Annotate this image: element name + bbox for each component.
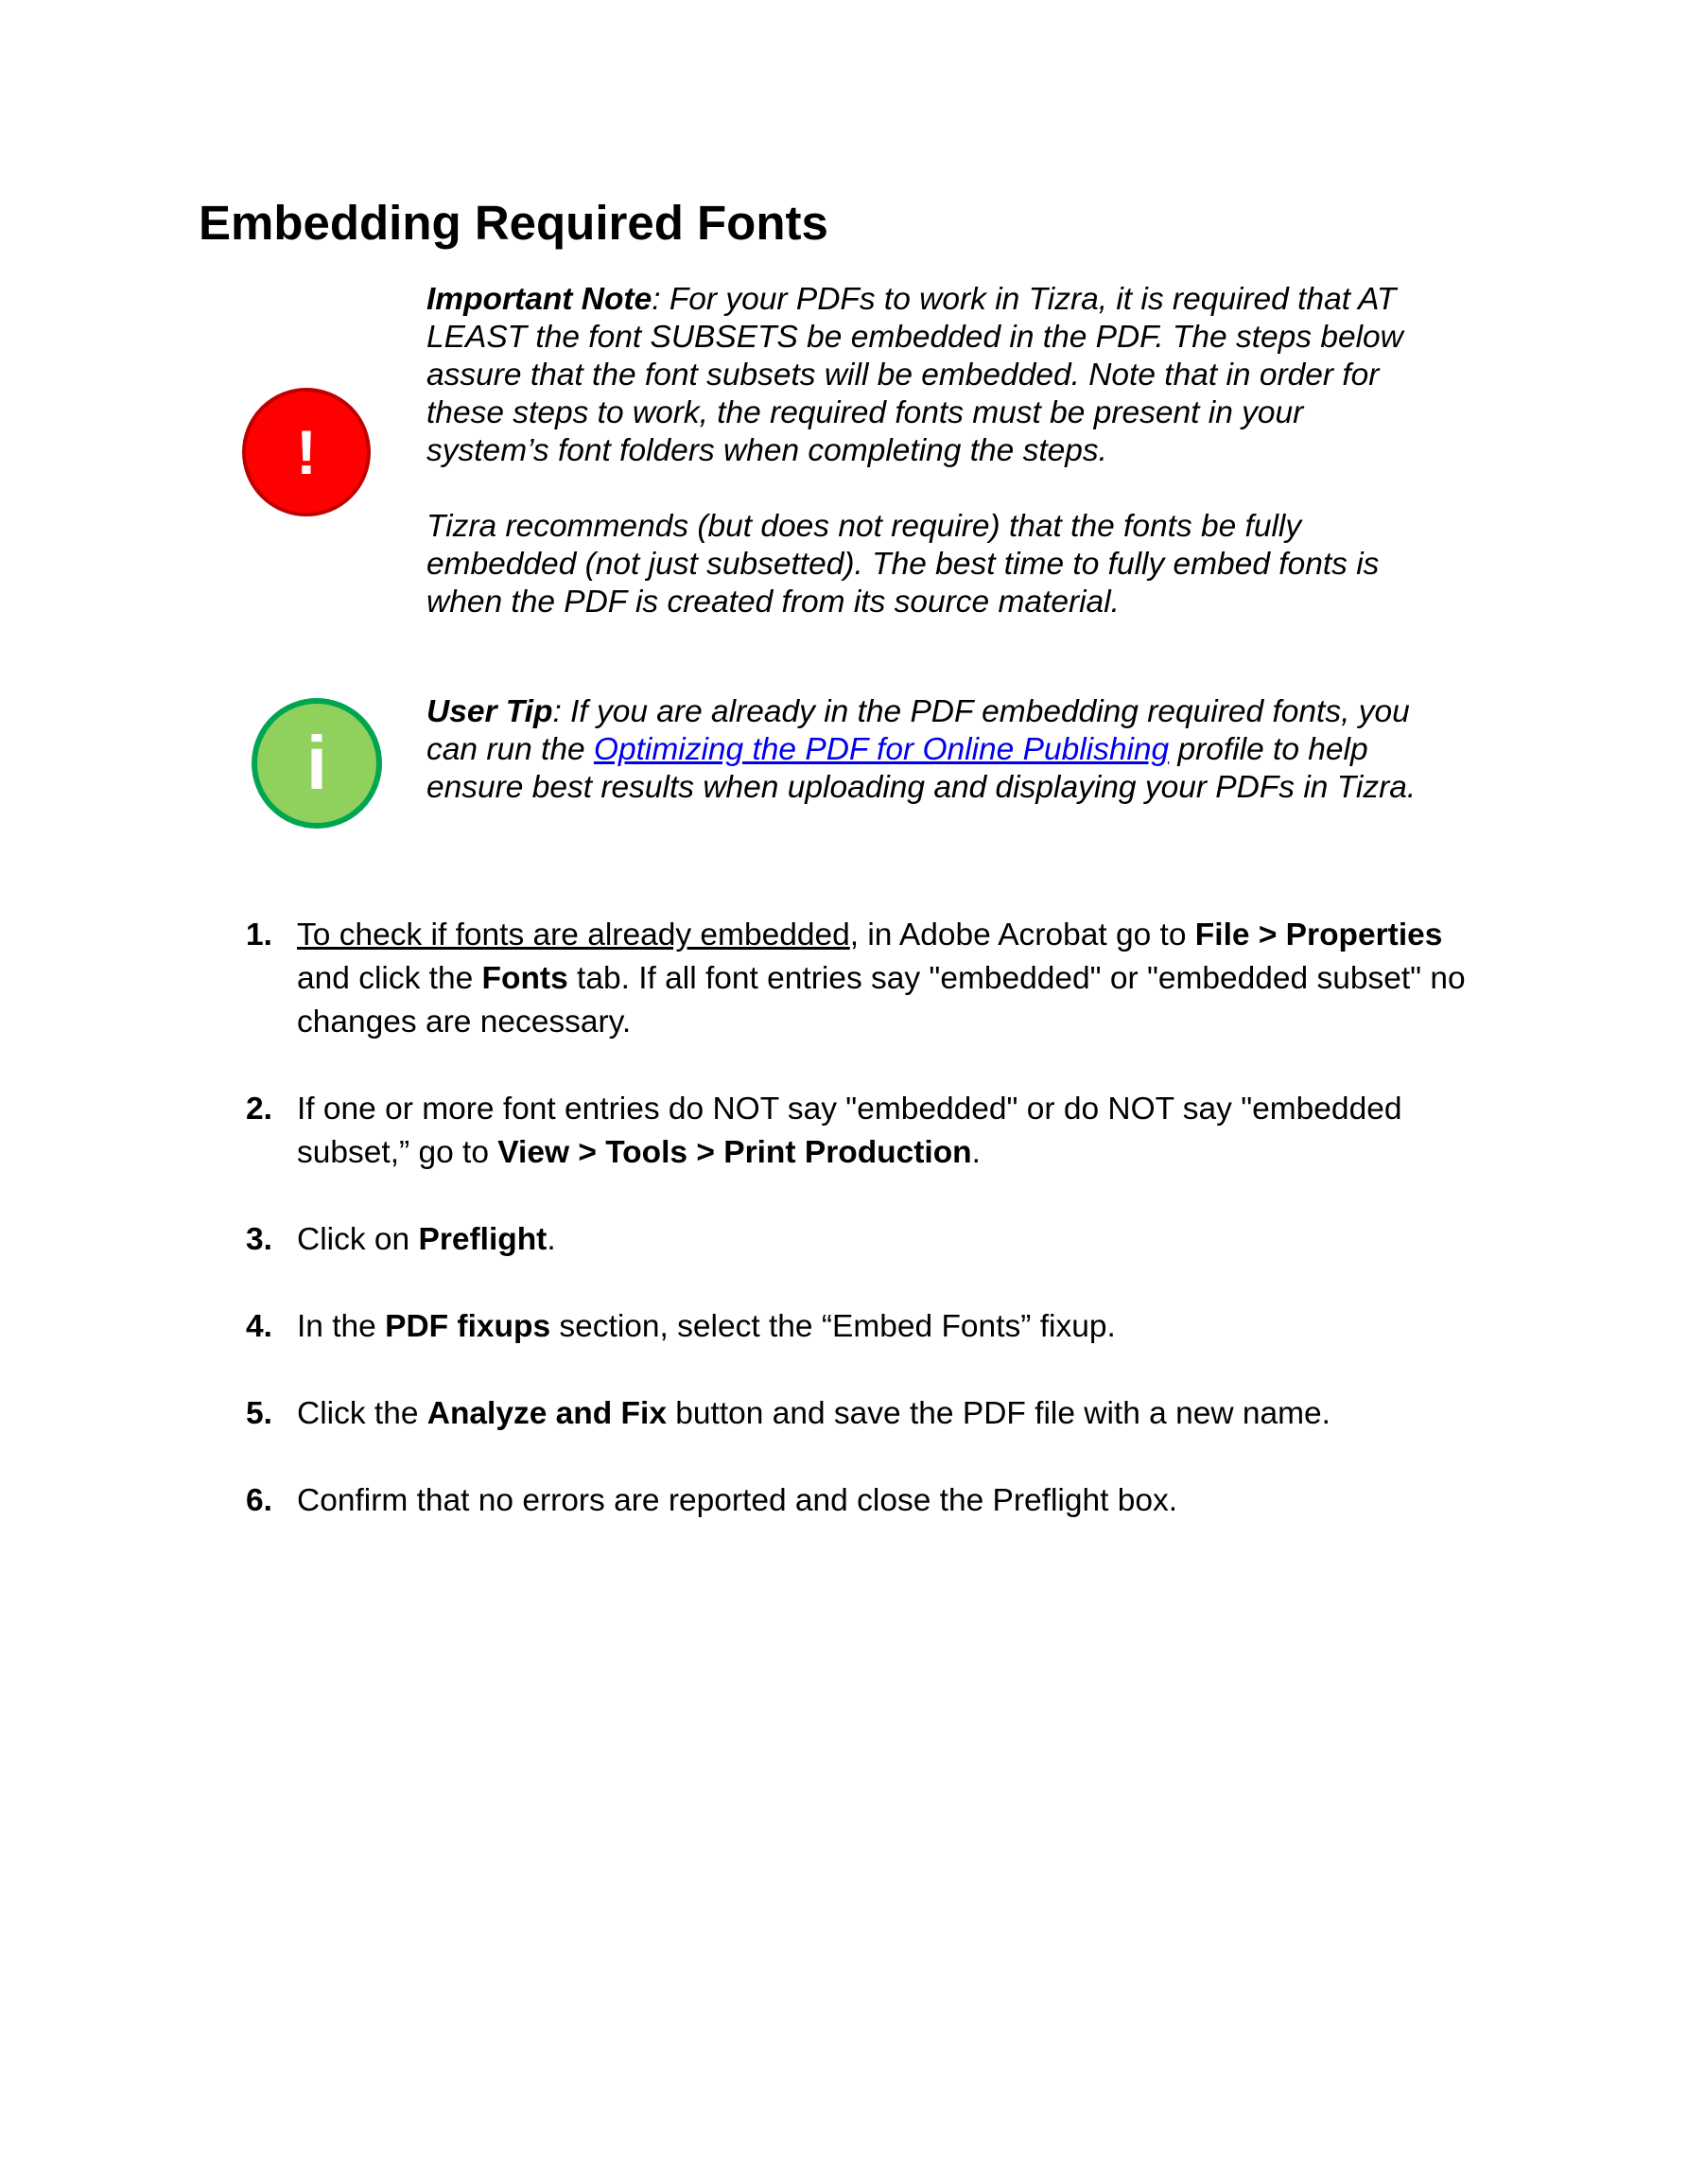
info-icon bbox=[252, 698, 382, 829]
step-item bbox=[246, 1218, 1475, 1262]
step-number: 5. bbox=[246, 1396, 272, 1431]
step-bold-text: Preflight bbox=[418, 1222, 548, 1257]
exclamation-glyph: ! bbox=[296, 417, 317, 487]
step-text: and click the bbox=[297, 961, 482, 996]
step-bold-text: PDF fixups bbox=[385, 1309, 551, 1344]
step-bold-text: Analyze and Fix bbox=[426, 1396, 667, 1431]
step-item bbox=[246, 914, 1475, 1044]
step-text: If one or more font entries do NOT say "embedded" or do NOT say "embedded subset,” go to bbox=[297, 1092, 1402, 1170]
info-glyph: i bbox=[305, 721, 328, 805]
step-text: tab. If all font entries say "embedded" or "embedded subset" no changes are necessary. bbox=[297, 961, 1466, 1040]
user-tip-text-after: profile to help ensure best results when uploading and displaying your PDFs in Tizra. bbox=[426, 732, 1417, 805]
step-item bbox=[246, 1088, 1475, 1175]
step-text: Click on bbox=[297, 1222, 419, 1257]
user-tip bbox=[426, 693, 1429, 807]
step-text: In the bbox=[297, 1309, 386, 1344]
exclamation-icon bbox=[242, 388, 371, 516]
important-note-label: Important Note bbox=[426, 282, 652, 317]
important-note-recommendation: Tizra recommends (but does not require) that the fonts be fully embedded (not just subsetted). The best time to fully embed fonts is when the PDF is created from its source material. bbox=[426, 509, 1380, 620]
optimizing-pdf-link[interactable]: Optimizing the PDF for Online Publishing bbox=[593, 732, 1170, 767]
step-text: . bbox=[547, 1222, 556, 1257]
user-tip-paragraph bbox=[426, 693, 1429, 807]
step-item bbox=[246, 1392, 1475, 1436]
step-number: 2. bbox=[246, 1092, 272, 1127]
step-underlined-text: To check if fonts are already embedded bbox=[297, 917, 850, 952]
user-tip-label: User Tip bbox=[426, 694, 553, 729]
important-note bbox=[426, 281, 1429, 621]
step-item bbox=[246, 1479, 1475, 1523]
step-text: , in Adobe Acrobat go to bbox=[849, 917, 1195, 952]
step-number: 6. bbox=[246, 1483, 272, 1518]
step-number: 3. bbox=[246, 1222, 272, 1257]
step-bold-text: File > Properties bbox=[1194, 917, 1443, 952]
step-bold-text: View > Tools > Print Production bbox=[497, 1135, 972, 1170]
step-number: 4. bbox=[246, 1309, 272, 1344]
step-text: Click the bbox=[297, 1396, 427, 1431]
important-note-paragraph bbox=[426, 281, 1429, 470]
step-text: button and save the PDF file with a new name. bbox=[666, 1396, 1330, 1431]
steps-list bbox=[246, 914, 1475, 1566]
step-text: Confirm that no errors are reported and close the Preflight box. bbox=[297, 1483, 1178, 1518]
step-text: . bbox=[971, 1135, 981, 1170]
important-note-text: : For your PDFs to work in Tizra, it is required that AT LEAST the font SUBSETS be embedded in the PDF. The steps below assure that the font subsets will be embedded. Note that in order for these steps to work, the required fonts must be present in your system’s font folders when completing the steps. bbox=[426, 282, 1403, 468]
page-title: Embedding Required Fonts bbox=[199, 196, 828, 250]
step-bold-text: Fonts bbox=[481, 961, 568, 996]
user-tip-text-before: : If you are already in the PDF embedding required fonts, you can run the bbox=[426, 694, 1410, 767]
step-text: section, select the “Embed Fonts” fixup. bbox=[550, 1309, 1116, 1344]
step-item bbox=[246, 1305, 1475, 1349]
step-number: 1. bbox=[246, 917, 272, 952]
